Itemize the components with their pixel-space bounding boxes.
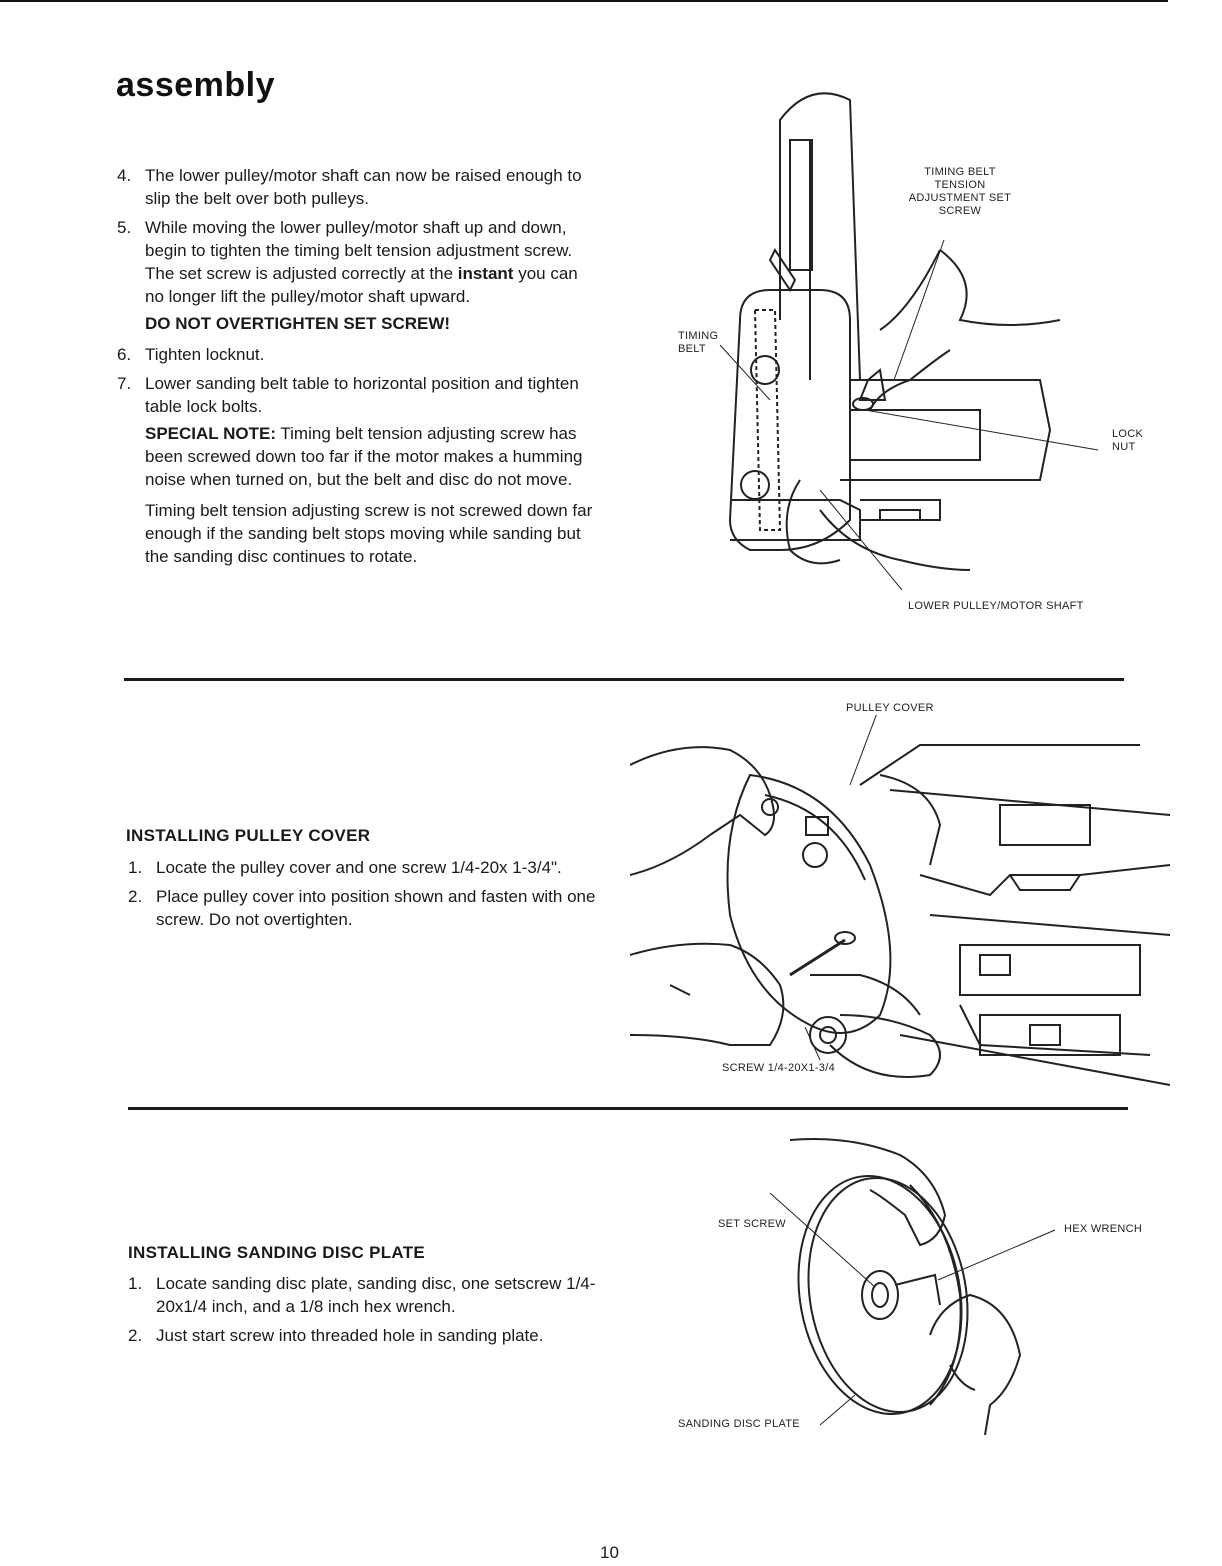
step-text: Tighten locknut. xyxy=(145,345,265,364)
tension-steps xyxy=(117,164,597,576)
callout-lock-nut: LOCK NUT xyxy=(1112,428,1144,453)
step-number: 1. xyxy=(128,1274,143,1293)
callout-pulley-cover: PULLEY COVER xyxy=(846,702,934,714)
pulley-cover-steps xyxy=(128,856,604,937)
special-note-label: SPECIAL NOTE: xyxy=(145,424,276,443)
callout-hex-wrench: HEX WRENCH xyxy=(1064,1223,1143,1235)
step-number: 4. xyxy=(117,166,132,185)
step-text: The lower pulley/motor shaft can now be raised enough to slip the belt over both pulleys. xyxy=(145,166,582,208)
pulley-cover-illustration xyxy=(630,715,1170,1095)
list-item xyxy=(117,343,597,366)
list-item xyxy=(128,885,604,931)
callout-set-screw: SET SCREW xyxy=(718,1218,786,1230)
section-divider xyxy=(128,1107,1128,1110)
step-text: Locate the pulley cover and one screw 1/4-20x 1-3/4". xyxy=(156,858,562,877)
section-heading-disc-plate: INSTALLING SANDING DISC PLATE xyxy=(128,1243,426,1262)
warning-text: DO NOT OVERTIGHTEN SET SCREW! xyxy=(145,314,451,333)
special-note-text: Timing belt tension adjusting screw has been screwed down too far if the motor makes a humming noise when turned on, but the belt and disc do not move. xyxy=(145,424,583,489)
step-text: While moving the lower pulley/motor shaft up and down, begin to tighten the timing belt tension adjustment screw. The set screw is adjusted correctly at the xyxy=(145,218,573,283)
step-emphasis: instant xyxy=(457,264,514,283)
page-title: assembly xyxy=(116,66,275,104)
step-number: 1. xyxy=(128,858,143,877)
step-text: Place pulley cover into position shown and fasten with one screw. Do not overtighten. xyxy=(156,887,596,929)
callout-lower-shaft: LOWER PULLEY/MOTOR SHAFT xyxy=(908,600,1084,612)
timing-belt-illustration xyxy=(680,80,1150,620)
step-number: 2. xyxy=(128,887,143,906)
disc-plate-illustration xyxy=(760,1135,1070,1445)
callout-timing-belt: TIMING BELT xyxy=(678,330,719,355)
special-note xyxy=(145,422,597,491)
disc-plate-figure xyxy=(760,1135,1070,1445)
pulley-cover-figure xyxy=(630,715,1170,1095)
list-item xyxy=(128,1324,606,1347)
step-text: you can no longer lift the pulley/motor shaft upward. xyxy=(145,264,578,306)
list-item xyxy=(128,856,604,879)
callout-set-screw: TIMING BELT TENSION ADJUSTMENT SET SCREW xyxy=(908,166,1012,217)
timing-belt-figure xyxy=(680,80,1150,620)
callout-disc-plate: SANDING DISC PLATE xyxy=(678,1418,800,1430)
list-item xyxy=(128,1272,606,1318)
step-number: 7. xyxy=(117,374,132,393)
list-item xyxy=(117,372,597,568)
disc-plate-steps xyxy=(128,1272,606,1353)
page-number: 10 xyxy=(600,1543,619,1562)
section-heading-pulley-cover: INSTALLING PULLEY COVER xyxy=(126,826,371,845)
extra-note: Timing belt tension adjusting screw is not screwed down far enough if the sanding belt stops moving while sanding but the sanding disc continues to rotate. xyxy=(145,501,593,566)
step-text: Locate sanding disc plate, sanding disc, one setscrew 1/4-20x1/4 inch, and a 1/8 inch hex wrench. xyxy=(156,1274,596,1316)
list-item xyxy=(117,164,597,210)
top-rule xyxy=(0,0,1168,2)
callout-screw: SCREW 1/4-20X1-3/4 xyxy=(722,1062,835,1074)
step-number: 6. xyxy=(117,345,132,364)
list-item xyxy=(117,216,597,335)
section-divider xyxy=(124,678,1124,681)
step-text: Just start screw into threaded hole in sanding plate. xyxy=(156,1326,544,1345)
step-number: 2. xyxy=(128,1326,143,1345)
step-number: 5. xyxy=(117,218,132,237)
step-text: Lower sanding belt table to horizontal position and tighten table lock bolts. xyxy=(145,374,579,416)
